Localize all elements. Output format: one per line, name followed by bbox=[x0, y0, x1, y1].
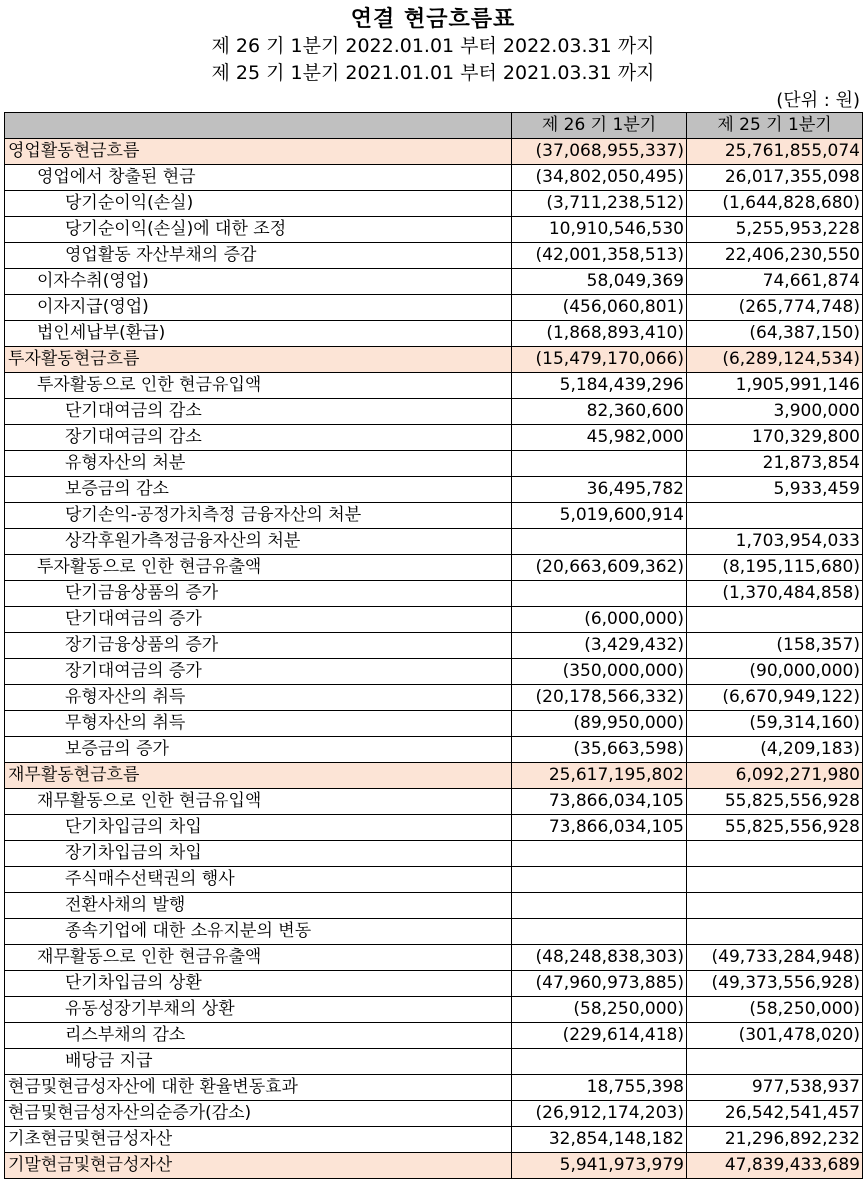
account-label: 투자활동으로 인한 현금유출액 bbox=[5, 555, 512, 581]
table-row bbox=[5, 347, 863, 373]
account-label: 무형자산의 취득 bbox=[5, 711, 512, 737]
account-label: 보증금의 증가 bbox=[5, 737, 512, 763]
table-row bbox=[5, 321, 863, 347]
current-period-value: (35,663,598) bbox=[512, 737, 687, 763]
account-label: 종속기업에 대한 소유지분의 변동 bbox=[5, 919, 512, 945]
account-label: 당기손익-공정가치측정 금융자산의 처분 bbox=[5, 503, 512, 529]
prior-period-value: 47,839,433,689 bbox=[687, 1153, 863, 1179]
account-label: 유동성장기부채의 상환 bbox=[5, 997, 512, 1023]
current-period-value: (3,711,238,512) bbox=[512, 191, 687, 217]
header-account bbox=[5, 113, 512, 139]
current-period-value: 73,866,034,105 bbox=[512, 815, 687, 841]
prior-period-value bbox=[687, 503, 863, 529]
prior-period-value: 55,825,556,928 bbox=[687, 815, 863, 841]
table-row bbox=[5, 1075, 863, 1101]
current-period-value: (229,614,418) bbox=[512, 1023, 687, 1049]
current-period-value: (20,178,566,332) bbox=[512, 685, 687, 711]
account-label: 장기금융상품의 증가 bbox=[5, 633, 512, 659]
table-row bbox=[5, 1049, 863, 1075]
account-label: 유형자산의 취득 bbox=[5, 685, 512, 711]
prior-period-value: 74,661,874 bbox=[687, 269, 863, 295]
current-period-value: 10,910,546,530 bbox=[512, 217, 687, 243]
prior-period-value: (58,250,000) bbox=[687, 997, 863, 1023]
header-prior-period: 제 25 기 1분기 bbox=[687, 113, 863, 139]
account-label: 장기차입금의 차입 bbox=[5, 841, 512, 867]
prior-period-value: (64,387,150) bbox=[687, 321, 863, 347]
table-row bbox=[5, 477, 863, 503]
table-row bbox=[5, 581, 863, 607]
prior-period-value: 5,255,953,228 bbox=[687, 217, 863, 243]
table-row bbox=[5, 1023, 863, 1049]
account-label: 단기금융상품의 증가 bbox=[5, 581, 512, 607]
current-period-value: 73,866,034,105 bbox=[512, 789, 687, 815]
table-row bbox=[5, 373, 863, 399]
prior-period-value bbox=[687, 841, 863, 867]
current-period-value bbox=[512, 451, 687, 477]
table-row bbox=[5, 425, 863, 451]
prior-period-value: (49,733,284,948) bbox=[687, 945, 863, 971]
account-label: 당기순이익(손실) bbox=[5, 191, 512, 217]
prior-period-value bbox=[687, 867, 863, 893]
prior-period-value: (1,644,828,680) bbox=[687, 191, 863, 217]
prior-period-value: 1,905,991,146 bbox=[687, 373, 863, 399]
table-row bbox=[5, 165, 863, 191]
prior-period-value: (90,000,000) bbox=[687, 659, 863, 685]
current-period-value: 25,617,195,802 bbox=[512, 763, 687, 789]
current-period-value bbox=[512, 529, 687, 555]
account-label: 이자수취(영업) bbox=[5, 269, 512, 295]
current-period-value: 45,982,000 bbox=[512, 425, 687, 451]
current-period-value bbox=[512, 841, 687, 867]
table-row bbox=[5, 1101, 863, 1127]
table-row bbox=[5, 815, 863, 841]
prior-period-value: 170,329,800 bbox=[687, 425, 863, 451]
account-label: 당기순이익(손실)에 대한 조정 bbox=[5, 217, 512, 243]
current-period-value: (456,060,801) bbox=[512, 295, 687, 321]
unit-label: (단위 : 원) bbox=[776, 90, 860, 111]
prior-period-value: (4,209,183) bbox=[687, 737, 863, 763]
current-period-value: (350,000,000) bbox=[512, 659, 687, 685]
prior-period-value: 26,017,355,098 bbox=[687, 165, 863, 191]
prior-period-value: 26,542,541,457 bbox=[687, 1101, 863, 1127]
account-label: 기말현금및현금성자산 bbox=[5, 1153, 512, 1179]
table-row bbox=[5, 867, 863, 893]
account-label: 리스부채의 감소 bbox=[5, 1023, 512, 1049]
table-row bbox=[5, 841, 863, 867]
table-row bbox=[5, 529, 863, 555]
account-label: 투자활동현금흐름 bbox=[5, 347, 512, 373]
current-period-value: (42,001,358,513) bbox=[512, 243, 687, 269]
prior-period-value: (49,373,556,928) bbox=[687, 971, 863, 997]
prior-period-value: 55,825,556,928 bbox=[687, 789, 863, 815]
account-label: 장기대여금의 증가 bbox=[5, 659, 512, 685]
table-row bbox=[5, 1127, 863, 1153]
header-row bbox=[5, 113, 863, 139]
account-label: 영업활동 자산부채의 증감 bbox=[5, 243, 512, 269]
current-period-value bbox=[512, 919, 687, 945]
table-row bbox=[5, 451, 863, 477]
prior-period-value: 5,933,459 bbox=[687, 477, 863, 503]
account-label: 전환사채의 발행 bbox=[5, 893, 512, 919]
table-row bbox=[5, 555, 863, 581]
prior-period-value: (301,478,020) bbox=[687, 1023, 863, 1049]
table-row bbox=[5, 243, 863, 269]
prior-period-value: 21,873,854 bbox=[687, 451, 863, 477]
table-row bbox=[5, 217, 863, 243]
current-period-value: (37,068,955,337) bbox=[512, 139, 687, 165]
table-row bbox=[5, 1153, 863, 1179]
table-row bbox=[5, 659, 863, 685]
table-row bbox=[5, 711, 863, 737]
table-row bbox=[5, 945, 863, 971]
table-row bbox=[5, 139, 863, 165]
statement-title: 연결 현금흐름표 bbox=[350, 7, 516, 32]
prior-period-value: 1,703,954,033 bbox=[687, 529, 863, 555]
current-period-value: (20,663,609,362) bbox=[512, 555, 687, 581]
account-label: 법인세납부(환급) bbox=[5, 321, 512, 347]
current-period-value: (48,248,838,303) bbox=[512, 945, 687, 971]
table-row bbox=[5, 191, 863, 217]
current-period-value bbox=[512, 581, 687, 607]
prior-period-value: 25,761,855,074 bbox=[687, 139, 863, 165]
current-period-value: 32,854,148,182 bbox=[512, 1127, 687, 1153]
prior-period-value bbox=[687, 893, 863, 919]
prior-period-value bbox=[687, 919, 863, 945]
prior-period-value: (265,774,748) bbox=[687, 295, 863, 321]
account-label: 단기차입금의 차입 bbox=[5, 815, 512, 841]
account-label: 기초현금및현금성자산 bbox=[5, 1127, 512, 1153]
table-row bbox=[5, 269, 863, 295]
account-label: 단기대여금의 증가 bbox=[5, 607, 512, 633]
current-period-value: (3,429,432) bbox=[512, 633, 687, 659]
account-label: 영업에서 창출된 현금 bbox=[5, 165, 512, 191]
table-row bbox=[5, 399, 863, 425]
current-period-value: (1,868,893,410) bbox=[512, 321, 687, 347]
current-period-value: (34,802,050,495) bbox=[512, 165, 687, 191]
current-period-value bbox=[512, 1049, 687, 1075]
account-label: 재무활동으로 인한 현금유출액 bbox=[5, 945, 512, 971]
account-label: 이자지급(영업) bbox=[5, 295, 512, 321]
prior-period-value: 977,538,937 bbox=[687, 1075, 863, 1101]
prior-period-value: (59,314,160) bbox=[687, 711, 863, 737]
account-label: 현금및현금성자산의순증가(감소) bbox=[5, 1101, 512, 1127]
prior-period-value: 21,296,892,232 bbox=[687, 1127, 863, 1153]
prior-period-value: (1,370,484,858) bbox=[687, 581, 863, 607]
account-label: 재무활동현금흐름 bbox=[5, 763, 512, 789]
cash-flow-table bbox=[4, 112, 863, 1179]
current-period: 제 26 기 1분기 2022.01.01 부터 2022.03.31 까지 bbox=[211, 35, 655, 57]
table-row bbox=[5, 685, 863, 711]
account-label: 재무활동으로 인한 현금유입액 bbox=[5, 789, 512, 815]
prior-period-value: 6,092,271,980 bbox=[687, 763, 863, 789]
table-body bbox=[5, 139, 863, 1179]
table-row bbox=[5, 997, 863, 1023]
account-label: 영업활동현금흐름 bbox=[5, 139, 512, 165]
prior-period-value: (6,289,124,534) bbox=[687, 347, 863, 373]
table-row bbox=[5, 633, 863, 659]
account-label: 배당금 지급 bbox=[5, 1049, 512, 1075]
current-period-value bbox=[512, 867, 687, 893]
current-period-value: (89,950,000) bbox=[512, 711, 687, 737]
header-current-period: 제 26 기 1분기 bbox=[512, 113, 687, 139]
current-period-value: (47,960,973,885) bbox=[512, 971, 687, 997]
account-label: 장기대여금의 감소 bbox=[5, 425, 512, 451]
current-period-value: 5,184,439,296 bbox=[512, 373, 687, 399]
table-row bbox=[5, 789, 863, 815]
table-row bbox=[5, 737, 863, 763]
prior-period-value: 3,900,000 bbox=[687, 399, 863, 425]
prior-period-value: (6,670,949,122) bbox=[687, 685, 863, 711]
current-period-value: 18,755,398 bbox=[512, 1075, 687, 1101]
table-row bbox=[5, 763, 863, 789]
table-row bbox=[5, 295, 863, 321]
account-label: 단기대여금의 감소 bbox=[5, 399, 512, 425]
current-period-value: (58,250,000) bbox=[512, 997, 687, 1023]
prior-period-value: (8,195,115,680) bbox=[687, 555, 863, 581]
current-period-value: 58,049,369 bbox=[512, 269, 687, 295]
current-period-value: 5,019,600,914 bbox=[512, 503, 687, 529]
prior-period-value: 22,406,230,550 bbox=[687, 243, 863, 269]
account-label: 유형자산의 처분 bbox=[5, 451, 512, 477]
current-period-value: 36,495,782 bbox=[512, 477, 687, 503]
table-row bbox=[5, 919, 863, 945]
table-row bbox=[5, 607, 863, 633]
account-label: 상각후원가측정금융자산의 처분 bbox=[5, 529, 512, 555]
prior-period-value bbox=[687, 607, 863, 633]
account-label: 투자활동으로 인한 현금유입액 bbox=[5, 373, 512, 399]
prior-period-value bbox=[687, 1049, 863, 1075]
table-row bbox=[5, 893, 863, 919]
account-label: 보증금의 감소 bbox=[5, 477, 512, 503]
prior-period: 제 25 기 1분기 2021.01.01 부터 2021.03.31 까지 bbox=[211, 62, 655, 84]
current-period-value bbox=[512, 893, 687, 919]
account-label: 주식매수선택권의 행사 bbox=[5, 867, 512, 893]
table-row bbox=[5, 971, 863, 997]
current-period-value: (15,479,170,066) bbox=[512, 347, 687, 373]
current-period-value: (26,912,174,203) bbox=[512, 1101, 687, 1127]
table-row bbox=[5, 503, 863, 529]
current-period-value: (6,000,000) bbox=[512, 607, 687, 633]
account-label: 현금및현금성자산에 대한 환율변동효과 bbox=[5, 1075, 512, 1101]
prior-period-value: (158,357) bbox=[687, 633, 863, 659]
current-period-value: 5,941,973,979 bbox=[512, 1153, 687, 1179]
current-period-value: 82,360,600 bbox=[512, 399, 687, 425]
account-label: 단기차입금의 상환 bbox=[5, 971, 512, 997]
